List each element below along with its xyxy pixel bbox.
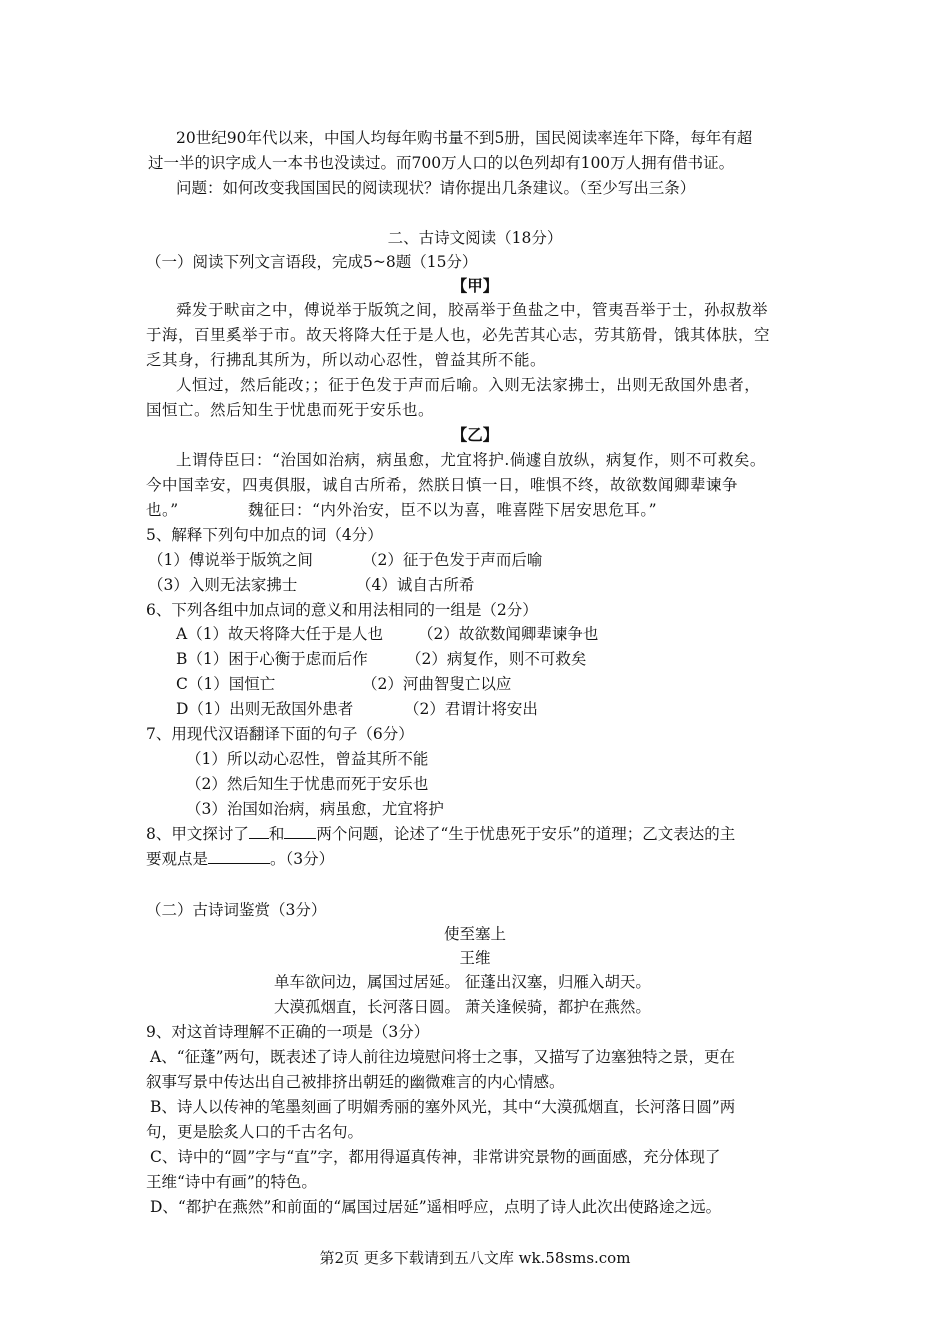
q9-line-7: D、“都护在燕然”和前面的“属国过居延”遥相呼应，点明了诗人此次出使路途之远。 (150, 1198, 722, 1216)
q8-blank-2[interactable] (284, 824, 316, 839)
part2-heading: （二）古诗词鉴赏（3分） (146, 901, 327, 919)
poem-line-2: 大漠孤烟直，长河落日圆。 萧关逢候骑，都护在燕然。 (274, 998, 651, 1016)
q7-item-1: （1）所以动心忍性，曾益其所不能 (186, 750, 429, 768)
q7-stem: 7、用现代汉语翻译下面的句子（6分） (146, 725, 414, 743)
q6-stem: 6、下列各组中加点词的意义和用法相同的一组是（2分） (146, 601, 538, 619)
jia-line-2: 于海，百里奚举于市。故天将降大任于是人也，必先苦其心志，劳其筋骨，饿其体肤，空 (146, 326, 771, 344)
q6-option-b-2: （2）病复作，则不可救矣 (406, 650, 587, 668)
q8-blank-1[interactable] (249, 824, 269, 839)
yi-line-4: 魏征曰：“内外治安，臣不以为喜，唯喜陛下居安思危耳。” (248, 501, 658, 519)
q8-line-2: 要观点是 。（3分） (146, 850, 335, 868)
yi-label: 【乙】 (451, 425, 499, 444)
poem-title: 使至塞上 (443, 925, 506, 943)
q7-item-2: （2）然后知生于忧患而死于安乐也 (186, 775, 429, 793)
jia-line-1: 舜发于畎亩之中，傅说举于版筑之间，胶鬲举于鱼盐之中，管夷吾举于士，孙叔敖举 (176, 301, 769, 319)
yi-line-2: 今中国幸安，四夷俱服，诚自古所希，然朕日慎一日，唯惧不终，故欲数闻卿辈谏争 (146, 476, 739, 494)
intro-question: 问题：如何改变我国国民的阅读现状？请你提出几条建议。（至少写出三条） (176, 179, 696, 197)
q9-line-3: B、诗人以传神的笔墨刻画了明媚秀丽的塞外风光，其中“大漠孤烟直，长河落日圆”两 (150, 1098, 736, 1116)
q9-line-2: 叙事写景中传达出自己被排挤出朝廷的幽微难言的内心情感。 (146, 1073, 565, 1091)
q6-option-a-1: A（1）故天将降大任于是人也 (176, 625, 384, 643)
poem-line-1: 单车欲问边，属国过居延。 征蓬出汉塞，归雁入胡天。 (274, 973, 651, 991)
intro-line-2: 过一半的识字成人一本书也没读过。而700万人口的以色列却有100万人拥有借书证。 (148, 154, 735, 172)
q5-item-3: （3）入则无法家拂士 (148, 576, 298, 594)
q8-blank-3[interactable] (208, 849, 270, 864)
intro-line-1: 20世纪90年代以来，中国人均每年购书量不到5册，国民阅读率连年下降，每年有超 (176, 129, 753, 147)
jia-line-4: 人恒过，然后能改；；征于色发于声而后喻。入则无法家拂士，出则无敌国外患者， (176, 376, 761, 394)
q6-option-b-1: B（1）困于心衡于虑而后作 (176, 650, 368, 668)
q5-stem: 5、解释下列句中加点的词（4分） (146, 526, 383, 544)
q6-option-d-2: （2）君谓计将安出 (404, 700, 538, 718)
q7-item-3: （3）治国如治病，病虽愈，尤宜将护 (186, 800, 444, 818)
q9-line-6: 王维“诗中有画”的特色。 (146, 1173, 317, 1191)
q9-stem: 9、对这首诗理解不正确的一项是（3分） (146, 1023, 430, 1041)
page-footer: 第2页 更多下载请到五八文库 wk.58sms.com (319, 1249, 631, 1267)
q6-option-c-2: （2）河曲智叟亡以应 (362, 675, 512, 693)
q9-line-4: 句，更是脍炙人口的千古名句。 (146, 1123, 364, 1141)
jia-line-5: 国恒亡。然后知生于忧患而死于安乐也。 (146, 401, 435, 419)
yi-line-3: 也。” (146, 501, 179, 519)
jia-label: 【甲】 (451, 276, 499, 295)
yi-line-1: 上谓侍臣曰：“治国如治病，病虽愈，尤宜将护.倘遽自放纵，病复作，则不可救矣。 (176, 451, 766, 469)
q5-item-2: （2）征于色发于声而后喻 (362, 551, 543, 569)
q9-line-1: A、“征蓬”两句，既表述了诗人前往边境慰问将士之事，又描写了边塞独特之景，更在 (150, 1048, 736, 1066)
q9-line-5: C、诗中的“圆”字与“直”字，都用得逼真传神，非常讲究景物的画面感，充分体现了 (150, 1148, 721, 1166)
q6-option-d-1: D（1）出则无敌国外患者 (176, 700, 354, 718)
q5-item-4: （4）诚自古所希 (356, 576, 475, 594)
section-title: 二、古诗文阅读（18分） (387, 229, 563, 247)
q6-option-a-2: （2）故欲数闻卿辈谏争也 (418, 625, 599, 643)
part1-heading: （一）阅读下列文言语段，完成5~8题（15分） (146, 253, 478, 271)
q8-line-1: 8、甲文探讨了 和 两个问题，论述了“生于忧患死于安乐”的道理；乙文表达的主 (146, 825, 736, 843)
q6-option-c-1: C（1）国恒亡 (176, 675, 276, 693)
poem-author: 王维 (459, 949, 491, 967)
q5-item-1: （1）傅说举于版筑之间 (148, 551, 313, 569)
jia-line-3: 乏其身，行拂乱其所为，所以动心忍性，曾益其所不能。 (146, 351, 547, 369)
